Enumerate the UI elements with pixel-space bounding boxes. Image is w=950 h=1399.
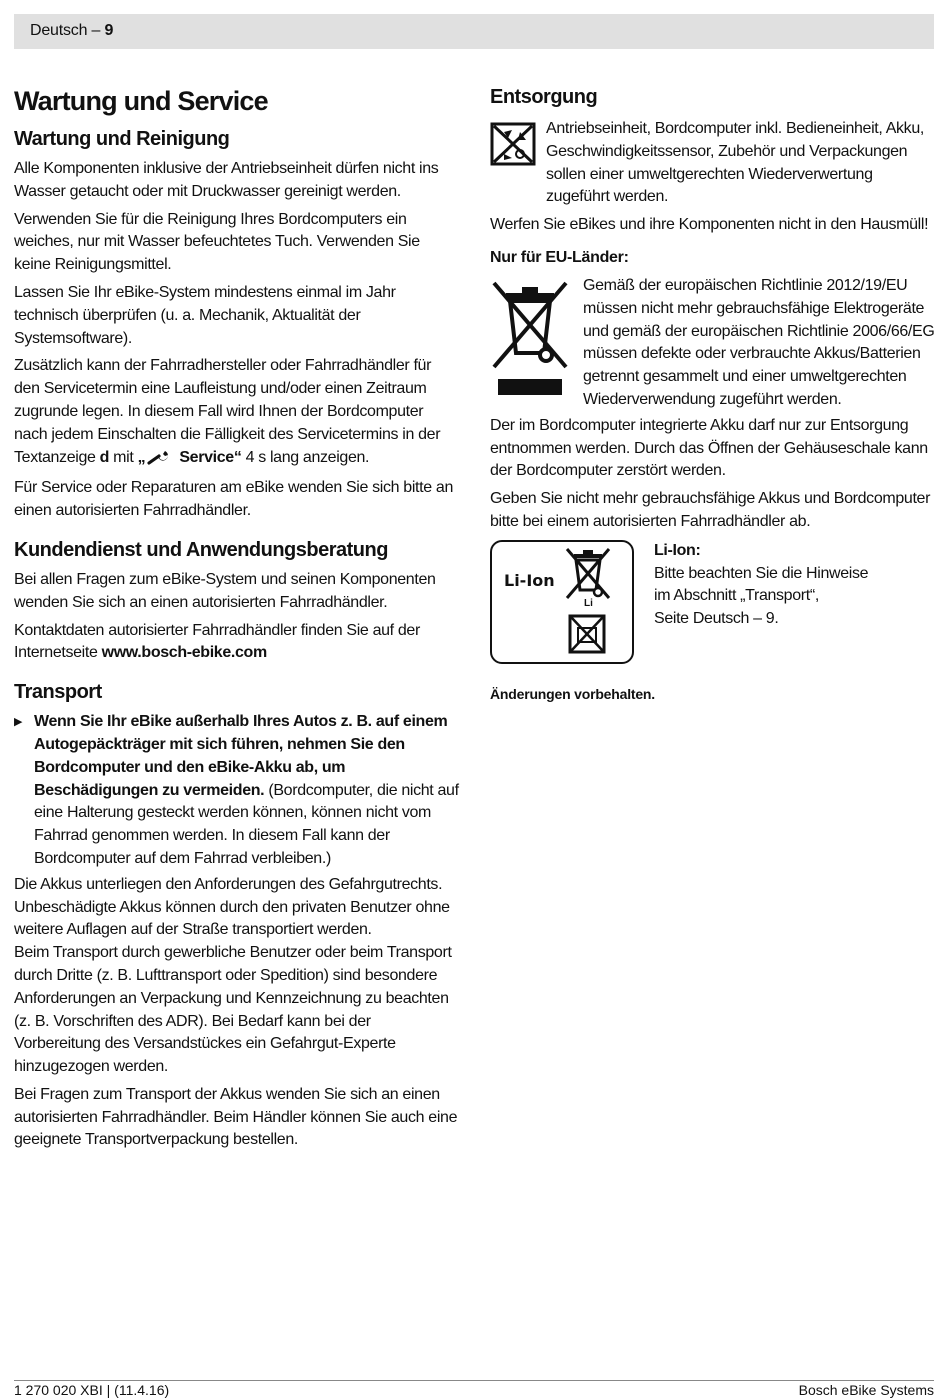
bin-li-label: Li <box>584 597 593 609</box>
transport-p1: Die Akkus unterliegen den Anforderungen des Gefahrgutrechts. Unbeschädigte Akkus können durch den privaten Benutzer ohne weitere Auflagen auf der Straße transportiert werden. <box>14 875 450 939</box>
disposal-p1: Werfen Sie eBikes und ihre Komponenten nicht in den Hausmüll! <box>490 216 929 234</box>
recycling-icon <box>490 122 536 171</box>
transport-warning: Wenn Sie Ihr eBike außerhalb Ihres Autos z. B. auf einem Autogepäckträger mit sich führen, nehmen Sie den Bordcomputer und den eBike-Akku ab, um Beschädigungen zu vermeiden. <box>34 713 448 799</box>
liion-text <box>654 540 936 631</box>
page-title: Wartung und Service <box>14 86 268 116</box>
eu-p1: Der im Bordcomputer integrierte Akku darf nur zur Entsorgung entnommen werden. Durch das Öffnen der Gehäuseschale kann der Bordcomputer zerstört werden. <box>490 416 928 480</box>
liion-line-2: im Abschnitt „Transport“, <box>654 587 819 605</box>
liion-symbol-box <box>490 540 634 664</box>
eu-icon-row <box>490 275 936 412</box>
customer-p2-text: Kontaktdaten autorisierter Fahrradhändler finden Sie auf der Internetseite <box>14 621 420 662</box>
liion-heading: Li-Ion: <box>654 541 701 559</box>
left-column <box>14 84 460 1157</box>
maintenance-p5: Für Service oder Reparaturen am eBike wenden Sie sich bitte an einen autorisierten Fahrradhändler. <box>14 479 453 520</box>
transport-warning-note: (Bordcomputer, die nicht auf eine Halterung gesteckt werden können, können nicht vom Fahrrad genommen werden. In diesem Fall kann der Bordcomputer auf dem Fahrrad verbleiben.) <box>34 781 459 867</box>
page-footer <box>14 1380 934 1398</box>
header-section: Deutsch <box>30 22 88 39</box>
crossed-battery-bin-icon <box>564 546 612 602</box>
liion-row <box>490 540 936 664</box>
liion-line-1: Bitte beachten Sie die Hinweise <box>654 564 869 582</box>
maintenance-p2: Verwenden Sie für die Reinigung Ihres Bordcomputers ein weiches, nur mit Wasser befeuchtetes Tuch. Verwenden Sie keine Reinigungsmittel. <box>14 210 420 274</box>
footer-doc-id: 1 270 020 XBI | (11.4.16) <box>14 1382 170 1398</box>
changes-note: Änderungen vorbehalten. <box>490 685 655 702</box>
customer-heading: Kundendienst und Anwendungsberatung <box>14 538 388 561</box>
page-header <box>14 14 934 49</box>
header-page-number: 9 <box>104 22 114 39</box>
website-link[interactable]: www.bosch-ebike.com <box>101 644 267 662</box>
disposal-icon-text: Antriebseinheit, Bordcomputer inkl. Bedieneinheit, Akku, Geschwindigkeitssensor, Zubehör und Verpackungen sollen einer umweltgerechten Wiederverwertung zugeführt werden. <box>546 120 924 206</box>
maintenance-p4-end: 4 s lang anzeigen. <box>241 448 370 466</box>
maintenance-p3: Lassen Sie Ihr eBike-System mindestens einmal im Jahr technisch überprüfen (u. a. Mechanik, Aktualität der Systemsoftware). <box>14 283 396 347</box>
display-d-label: d <box>99 448 110 466</box>
service-label: Service“ <box>179 448 242 466</box>
transport-bullet <box>14 711 460 871</box>
maintenance-p1: Alle Komponenten inklusive der Antriebseinheit dürfen nicht ins Wasser getaucht oder mit Druckwasser gereinigt werden. <box>14 160 439 200</box>
header-label <box>30 22 113 40</box>
transport-bullet-body <box>34 711 460 871</box>
crossed-battery-icon <box>568 614 606 654</box>
right-column <box>490 84 936 702</box>
maintenance-p4 <box>14 355 460 472</box>
wrench-icon <box>147 449 173 473</box>
disposal-heading: Entsorgung <box>490 86 598 108</box>
maintenance-heading: Wartung und Reinigung <box>14 128 230 150</box>
header-separator: – <box>87 22 105 39</box>
maintenance-p4-text: Zusätzlich kann der Fahrradhersteller oder Fahrradhändler für den Servicetermin eine Laufleistung und/oder einen Zeitraum zugrunde legen. In diesem Fall wird Ihnen der Bordcomputer nach jedem Einschalten die Fälligkeit des Servicetermins in der Textanzeige <box>14 357 441 466</box>
transport-p2: Beim Transport durch gewerbliche Benutzer oder beim Transport durch Dritte (z. B. Lufttransport oder Spedition) sind besondere Anforderungen an Verpackung und Kennzeichnung zu beachten (z. B. Vorschriften des ADR). Bei Bedarf kann bei der Vorbereitung des Versandstückes ein Gefahrgut-Experte hinzugezogen werden. <box>14 944 452 1076</box>
eu-icon-text: Gemäß der europäischen Richtlinie 2012/19/EU müssen nicht mehr gebrauchsfähige Elektrogeräte und gemäß der europäischen Richtlinie 2006/66/EG müssen defekte oder verbrauchte Akkus/Batterien getrennt gesammelt und einer umweltgerechten Wiederverwendung zugeführt werden. <box>583 276 935 408</box>
eu-heading: Nur für EU-Länder: <box>490 248 629 266</box>
transport-p3: Bei Fragen zum Transport der Akkus wenden Sie sich an einen autorisierten Fahrradhändler. Beim Händler können Sie auch eine geeignete Transportverpackung bestellen. <box>14 1085 458 1149</box>
disposal-icon-row <box>490 118 936 209</box>
quote-open: „ <box>137 448 146 466</box>
crossed-bin-icon <box>490 277 570 402</box>
customer-p2 <box>14 620 460 666</box>
maintenance-p4-mit: mit <box>109 448 138 466</box>
customer-p1: Bei allen Fragen zum eBike-System und seinen Komponenten wenden Sie sich an einen autorisierten Fahrradhändler. <box>14 570 436 611</box>
bullet-triangle-icon: ▶ <box>14 716 23 729</box>
liion-box-label: Li-Ion <box>504 570 555 590</box>
liion-line-3: Seite Deutsch – 9. <box>654 610 779 628</box>
footer-brand: Bosch eBike Systems <box>798 1382 934 1398</box>
transport-heading: Transport <box>14 681 102 704</box>
eu-p2: Geben Sie nicht mehr gebrauchsfähige Akkus und Bordcomputer bitte bei einem autorisierten Fahrradhändler ab. <box>490 490 931 530</box>
